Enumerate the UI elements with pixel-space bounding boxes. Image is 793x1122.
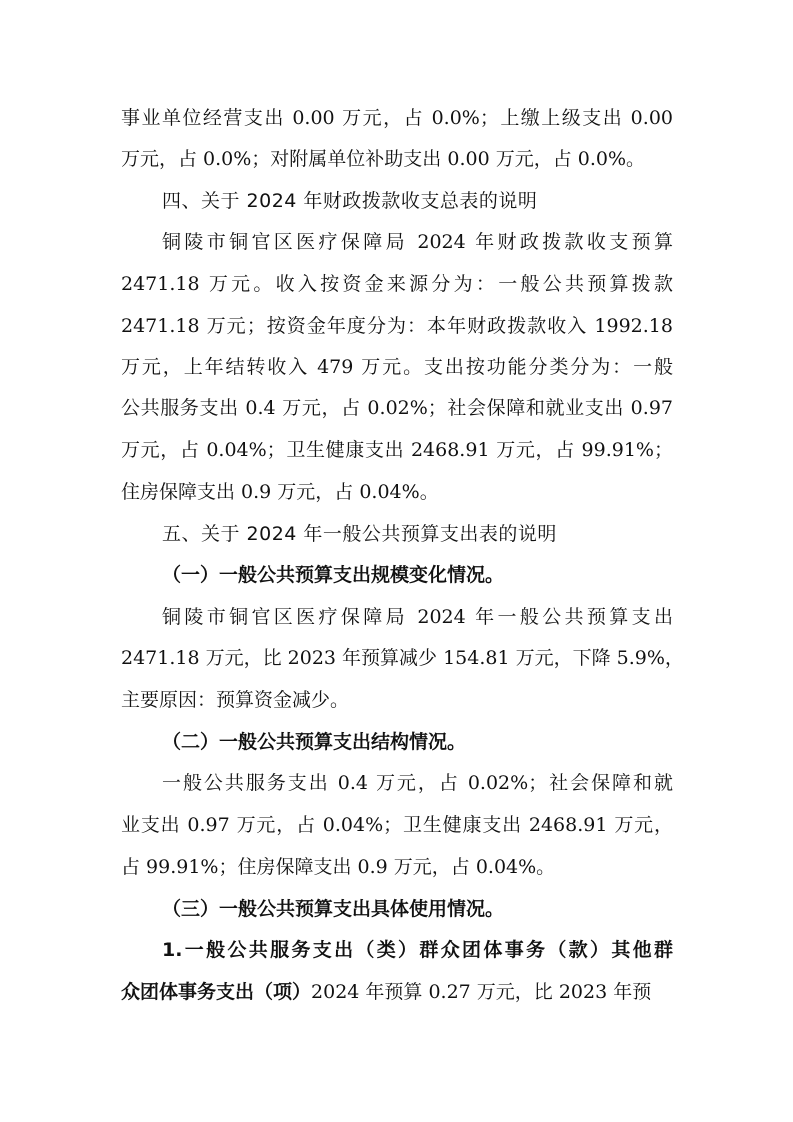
paragraph-line: 公共服务支出 0.4 万元，占 0.02%；社会保障和就业支出 0.97 bbox=[121, 397, 673, 419]
paragraph-line: 事业单位经营支出 0.00 万元，占 0.0%；上缴上级支出 0.00 bbox=[121, 107, 673, 129]
paragraph-line: 2471.18 万元；按资金年度分为：本年财政拨款收入 1992.18 bbox=[121, 315, 673, 337]
paragraph-line: 住房保障支出 0.9 万元，占 0.04%。 bbox=[121, 481, 439, 503]
subsection-heading-1: （一）一般公共预算支出规模变化情况。 bbox=[162, 564, 505, 586]
paragraph-line: 万元，占 0.0%；对附属单位补助支出 0.00 万元，占 0.0%。 bbox=[121, 148, 646, 170]
item-body-text: 2024 年预算 0.27 万元，比 2023 年预 bbox=[311, 981, 652, 1003]
paragraph-line: 一般公共服务支出 0.4 万元，占 0.02%；社会保障和就 bbox=[162, 772, 673, 794]
paragraph-line: 业支出 0.97 万元，占 0.04%；卫生健康支出 2468.91 万元， bbox=[121, 814, 673, 836]
paragraph-line: 2471.18 万元。收入按资金来源分为：一般公共预算拨款 bbox=[121, 273, 673, 295]
item-heading-line: 1.一般公共服务支出（类）群众团体事务（款）其他群 bbox=[162, 939, 673, 961]
paragraph-line: 占 99.91%；住房保障支出 0.9 万元，占 0.04%。 bbox=[121, 856, 556, 878]
paragraph-line: 铜陵市铜官区医疗保障局 2024 年一般公共预算支出 bbox=[162, 606, 673, 628]
item-heading-text: 众团体事务支出（项） bbox=[121, 981, 312, 1003]
subsection-heading-2: （二）一般公共预算支出结构情况。 bbox=[162, 731, 467, 753]
section-heading-5: 五、关于 2024 年一般公共预算支出表的说明 bbox=[162, 523, 557, 545]
paragraph-line: 万元，上年结转收入 479 万元。支出按功能分类分为：一般 bbox=[121, 356, 673, 378]
paragraph-line: 万元，占 0.04%；卫生健康支出 2468.91 万元，占 99.91%； bbox=[121, 439, 673, 461]
section-heading-4: 四、关于 2024 年财政拨款收支总表的说明 bbox=[162, 190, 538, 212]
paragraph-line: 铜陵市铜官区医疗保障局 2024 年财政拨款收支预算 bbox=[162, 231, 673, 253]
item-heading-line bbox=[121, 980, 651, 1004]
paragraph-line: 2471.18 万元，比 2023 年预算减少 154.81 万元，下降 5.9%， bbox=[121, 647, 684, 669]
subsection-heading-3: （三）一般公共预算支出具体使用情况。 bbox=[162, 898, 505, 920]
paragraph-line: 主要原因：预算资金减少。 bbox=[121, 689, 350, 711]
